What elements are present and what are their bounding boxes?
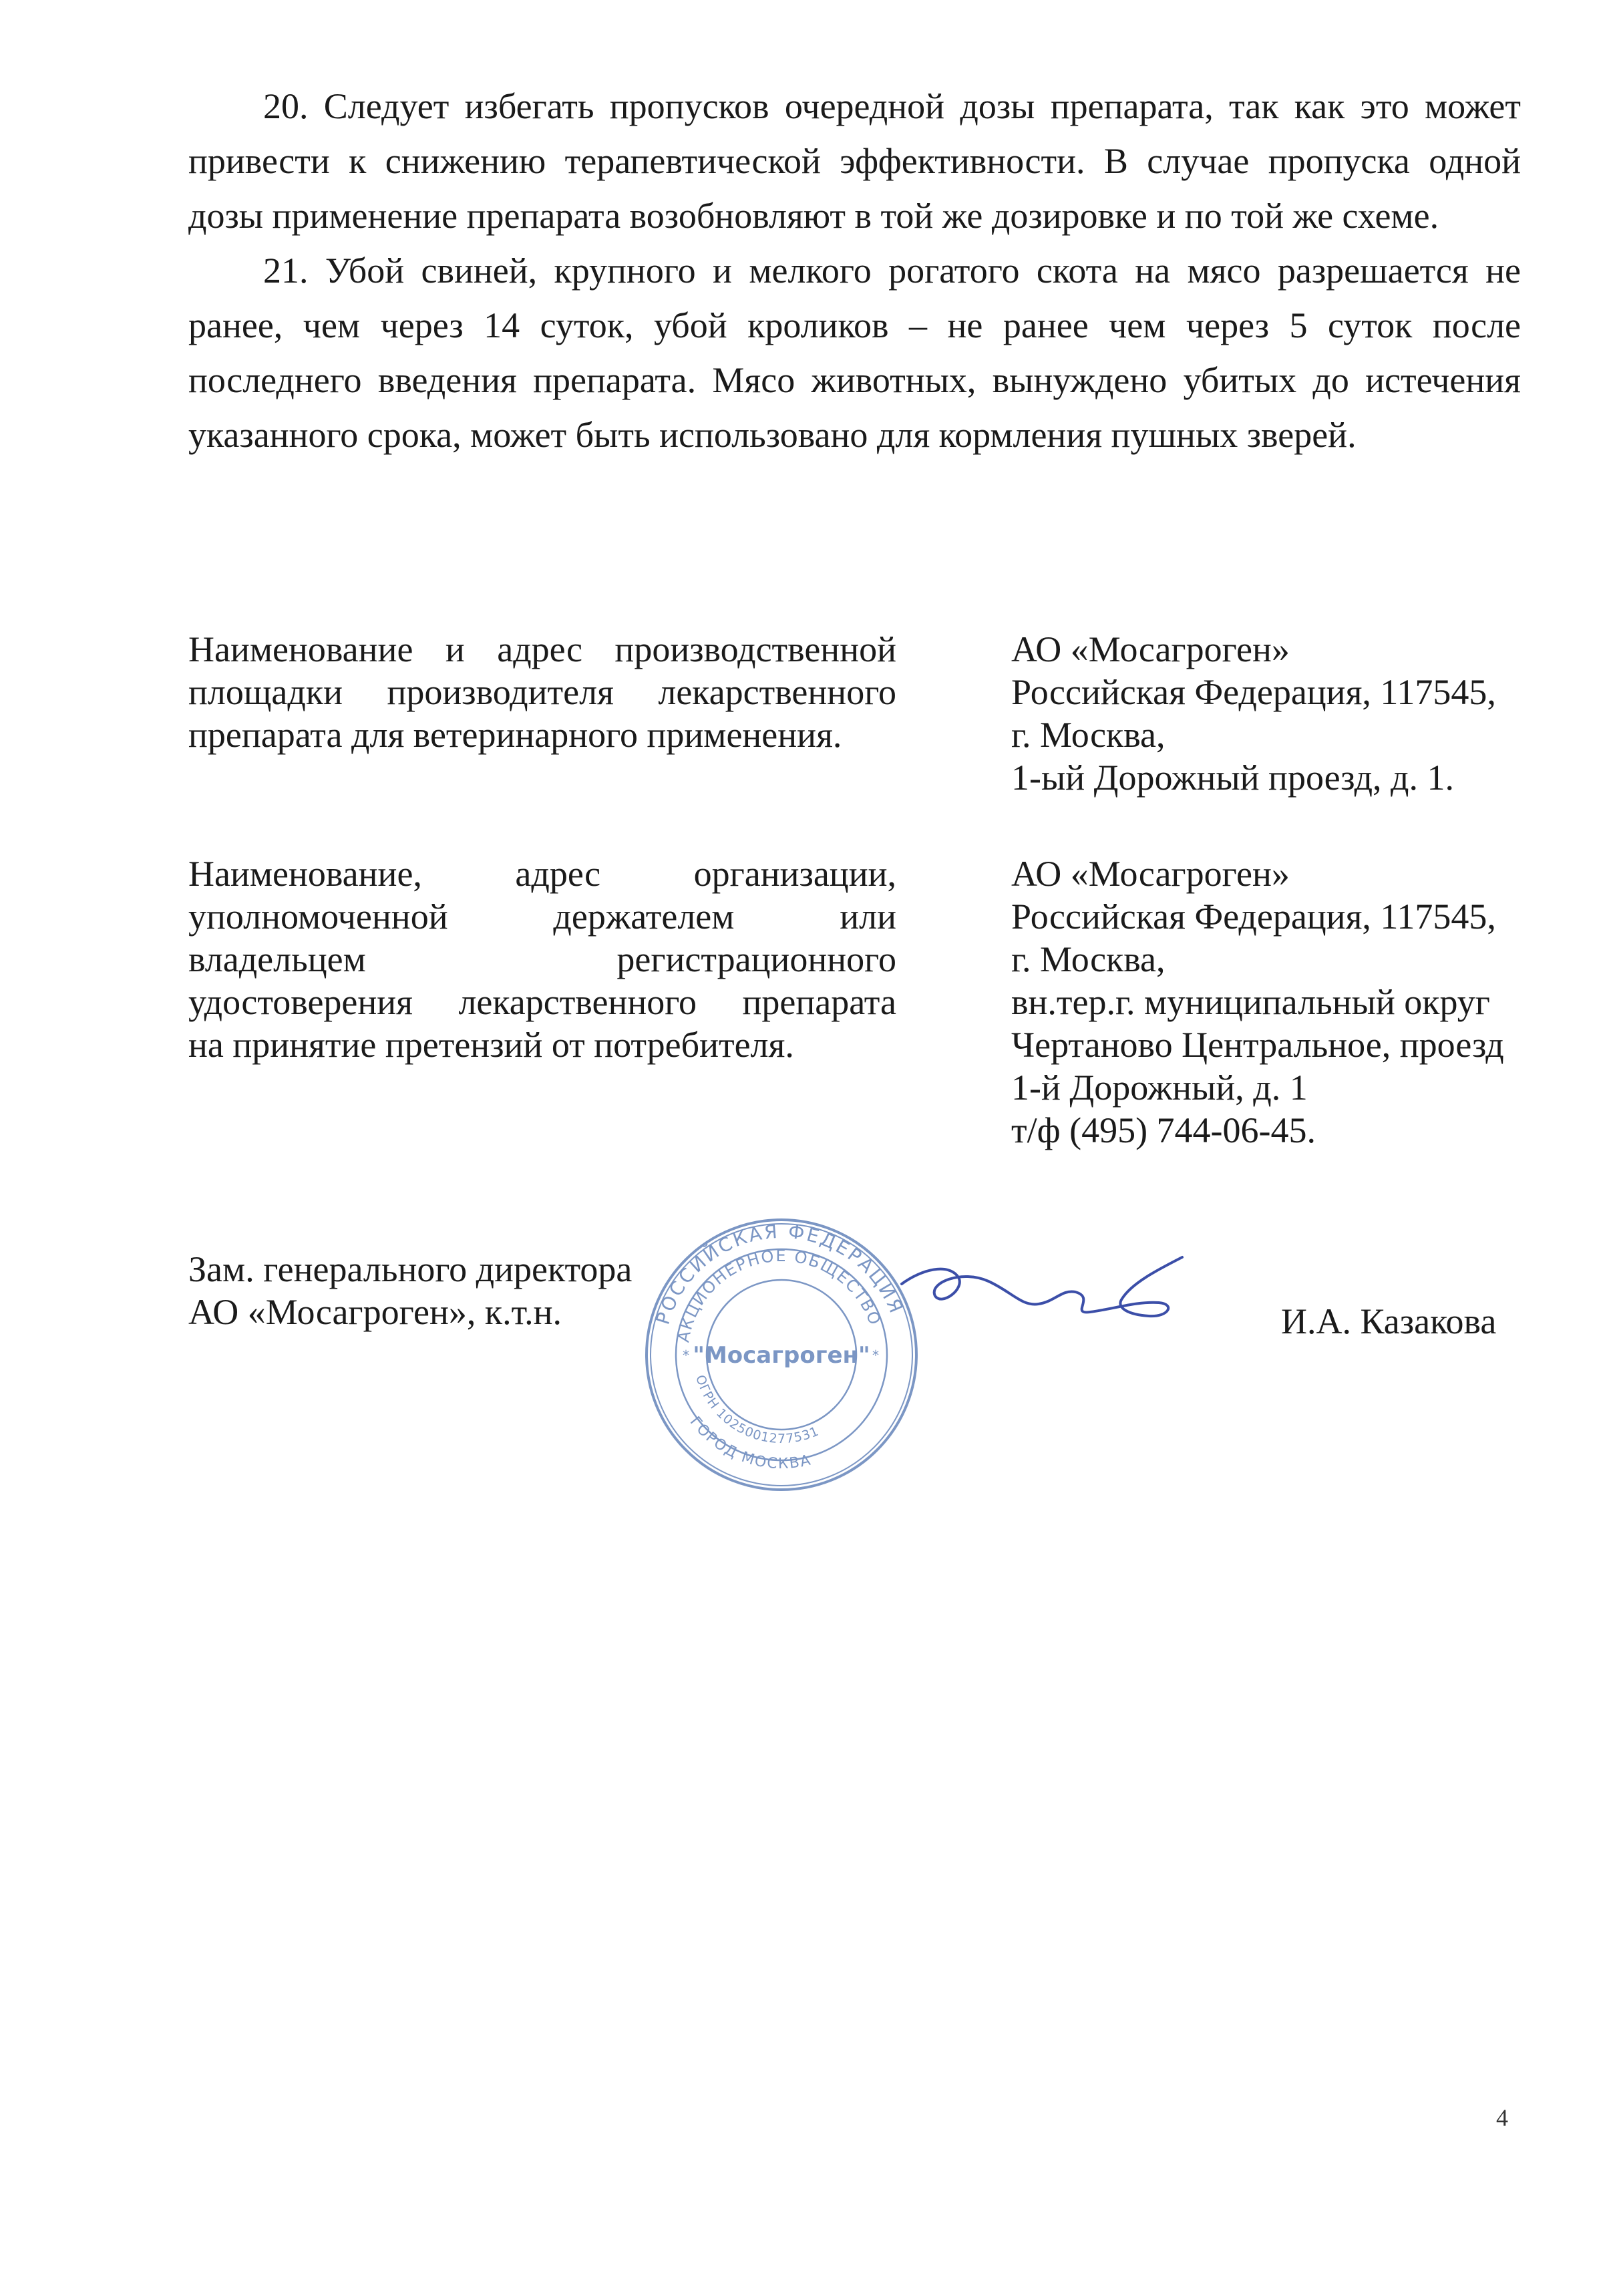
manufacturer-label-line: препарата для ветеринарного применения. bbox=[188, 715, 842, 755]
signatory-name: И.А. Казакова bbox=[1281, 1301, 1497, 1341]
company-stamp bbox=[641, 1214, 922, 1495]
stamp-city-text: ГОРОД МОСКВА bbox=[686, 1414, 814, 1473]
claims-org-label-line: владельцем регистрационного bbox=[188, 939, 896, 979]
claims-org-address-line: Чертаново Центральное, проезд bbox=[1011, 1025, 1504, 1065]
claims-org-address-line: вн.тер.г. муниципальный округ bbox=[1011, 982, 1490, 1022]
claims-org-label-line: уполномоченной держателем или bbox=[188, 896, 896, 937]
signatory-title-line: АО «Мосагроген», к.т.н. bbox=[188, 1292, 562, 1332]
claims-org-label-line: Наименование, адрес организации, bbox=[188, 854, 896, 894]
claims-org-address bbox=[1011, 852, 1586, 1152]
page-number: 4 bbox=[1496, 2104, 1508, 2131]
claims-org-address-line: г. Москва, bbox=[1011, 939, 1166, 979]
manufacturer-address-line: 1-ый Дорожный проезд, д. 1. bbox=[1011, 758, 1455, 798]
claims-org-address-line: т/ф (495) 744-06-45. bbox=[1011, 1110, 1316, 1150]
stamp-inner-text: АКЦИОНЕРНОЕ ОБЩЕСТВО bbox=[674, 1246, 885, 1344]
manufacturer-label-line: площадки производителя лекарственного bbox=[188, 672, 896, 712]
manufacturer-address-line: г. Москва, bbox=[1011, 715, 1166, 755]
signatory-title bbox=[188, 1248, 632, 1333]
paragraph-20: 20. Следует избегать пропусков очередной дозы препарата, так как это может привести к снижению терапевтической эффективности. В случае пропуска одной дозы применение препарата возобновляют в той же дозировке и по той же схеме. bbox=[188, 86, 1521, 236]
stamp-center-text: "Мосагроген" bbox=[693, 1342, 870, 1369]
manufacturer-label-line: Наименование и адрес производственной bbox=[188, 629, 896, 669]
claims-org-label bbox=[188, 852, 896, 1066]
claims-org-address-line: Российская Федерация, 117545, bbox=[1011, 896, 1496, 937]
stamp-star-left: * bbox=[683, 1347, 689, 1363]
claims-org-label-line: удостоверения лекарственного препарата bbox=[188, 982, 896, 1022]
body-text bbox=[188, 79, 1521, 462]
stamp-star-right: * bbox=[872, 1347, 879, 1363]
claims-org-label-line: на принятие претензий от потребителя. bbox=[188, 1025, 794, 1065]
signatory-title-line: Зам. генерального директора bbox=[188, 1249, 633, 1289]
manufacturer-address-line: АО «Мосагроген» bbox=[1011, 629, 1290, 669]
manufacturer-address bbox=[1011, 628, 1586, 799]
handwritten-signature bbox=[895, 1243, 1189, 1349]
claims-org-address-line: АО «Мосагроген» bbox=[1011, 854, 1290, 894]
manufacturer-label bbox=[188, 628, 896, 756]
paragraph-21: 21. Убой свиней, крупного и мелкого рогатого скота на мясо разрешается не ранее, чем через 14 суток, убой кроликов – не ранее чем через 5 суток после последнего введения препарата. Мясо животных, вынуждено убитых до истечения указанного срока, может быть использовано для кормления пушных зверей. bbox=[188, 251, 1521, 455]
stamp-ogrn-text: ОГРН 1025001277531 bbox=[693, 1373, 822, 1447]
stamp-outer-text: РОССИЙСКАЯ ФЕДЕРАЦИЯ bbox=[651, 1220, 908, 1327]
manufacturer-address-line: Российская Федерация, 117545, bbox=[1011, 672, 1496, 712]
claims-org-address-line: 1-й Дорожный, д. 1 bbox=[1011, 1068, 1308, 1108]
